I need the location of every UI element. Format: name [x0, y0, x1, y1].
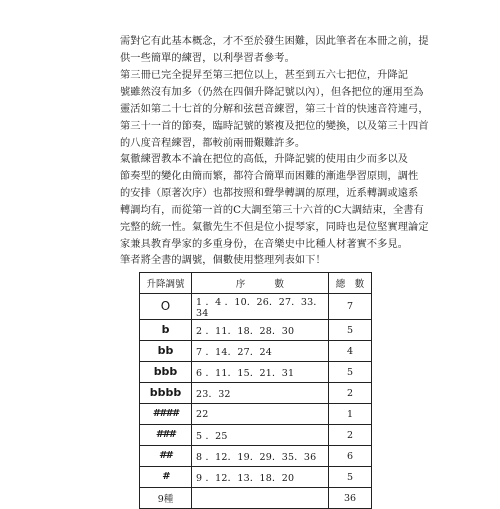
table-row: [140, 383, 372, 404]
footer-label: 9種: [140, 488, 192, 509]
sequence-cell: 9 ．12．13．18．20: [192, 467, 329, 488]
table-row: [140, 341, 372, 362]
total-cell: 5: [329, 467, 372, 488]
sharp-icon: ##: [159, 450, 172, 461]
flat-icon: b: [161, 323, 170, 336]
sequence-cell: 1 ．4 ．10．26．27．33．34: [192, 294, 329, 320]
table-row: [140, 467, 372, 488]
paragraph-third-book: [120, 67, 429, 152]
header-key: 升降調號: [140, 273, 192, 294]
table-row: [140, 446, 372, 467]
total-cell: 2: [329, 425, 372, 446]
table-row: [140, 362, 372, 383]
table-header-row: [140, 273, 372, 294]
sharp-icon: ###: [155, 429, 176, 440]
sequence-cell: 2 ．11．18．28．30: [192, 320, 329, 341]
table-row: [140, 294, 372, 320]
table-footer-row: [140, 488, 372, 509]
text-line: 靈活如第二十七首的分解和弦琶音練習，第三十首的快速音符連弓，: [120, 104, 429, 115]
footer-sequence: [192, 488, 329, 509]
table-row: [140, 425, 372, 446]
key-signature-cell: [140, 446, 192, 467]
table-row: [140, 320, 372, 341]
key-signature-cell: [140, 294, 192, 320]
text-line: 氣徹練習教本不論在把位的高低，升降記號的使用由少而多以及: [120, 154, 409, 165]
key-signature-cell: [140, 425, 192, 446]
sharp-icon: #: [162, 471, 169, 482]
total-cell: 2: [329, 383, 372, 404]
paragraph-intro: [120, 33, 429, 67]
text-line: 筆者將全書的調號，個數使用整理列表如下！: [120, 255, 326, 266]
key-signature-cell: [140, 383, 192, 404]
sequence-cell: 6 ．11．15．21．31: [192, 362, 329, 383]
key-signature-table: [139, 272, 372, 509]
sequence-cell: 8 ．12．19．29．35．36: [192, 446, 329, 467]
total-cell: 1: [329, 404, 372, 425]
footer-total: 36: [329, 488, 372, 509]
flat-icon: bbbb: [149, 386, 182, 399]
total-cell: 5: [329, 320, 372, 341]
paragraph-method-overview: [120, 151, 429, 253]
header-sequence: 序 數: [192, 273, 329, 294]
sequence-cell: 22: [192, 404, 329, 425]
sequence-cell: 7 ．14．27．24: [192, 341, 329, 362]
flat-icon: bb: [157, 344, 174, 357]
table-row: [140, 404, 372, 425]
text-line: 的八度音程練習，都較前兩冊艱難許多。: [120, 138, 306, 149]
text-line: 節奏型的變化由簡而繁，都符合簡單而困難的漸進學習原則，調性: [120, 171, 419, 182]
text-line: 需對它有此基本概念，才不至於發生困難，因此筆者在本冊之前，提: [120, 36, 429, 47]
sequence-cell: 23．32: [192, 383, 329, 404]
key-signature-cell: [140, 404, 192, 425]
key-signature-cell: [140, 467, 192, 488]
paragraph-table-intro: [120, 252, 383, 269]
sharp-icon: ####: [152, 408, 179, 419]
key-signature-cell: [140, 320, 192, 341]
key-signature-cell: [140, 362, 192, 383]
text-line: 第三十一首的節奏，臨時記號的繁複及把位的變換，以及第三十四首: [120, 121, 429, 132]
sequence-cell: 5 ．25: [192, 425, 329, 446]
text-line: 號雖然沒有加多（仍然在四個升降記號以內），但各把位的運用至為: [120, 87, 424, 98]
text-line: 轉調均有，而從第一首的C大調至第三十六首的C大調結束，全書有: [120, 205, 424, 216]
natural-icon: O: [160, 299, 171, 313]
total-cell: 5: [329, 362, 372, 383]
total-cell: 6: [329, 446, 372, 467]
header-total: 總 數: [329, 273, 372, 294]
text-line: 第三冊已完全提昇至第三把位以上，甚至到五六七把位，升降記: [120, 70, 409, 81]
text-line: 家兼具教育學家的多重身份，在音樂史中比種人材著實不多見。: [120, 239, 409, 250]
text-line: 完整的統一性。氣徹先生不但是位小提琴家，同時也是位堅實理論定: [120, 222, 429, 233]
total-cell: 7: [329, 294, 372, 320]
text-line: 供一些簡單的練習，以利學習者參考。: [120, 53, 295, 64]
flat-icon: bbb: [153, 365, 178, 378]
text-line: 的安排（原著次序）也都按照和聲學轉調的原理，近系轉調或遠系: [120, 188, 419, 199]
key-signature-cell: [140, 341, 192, 362]
total-cell: 4: [329, 341, 372, 362]
